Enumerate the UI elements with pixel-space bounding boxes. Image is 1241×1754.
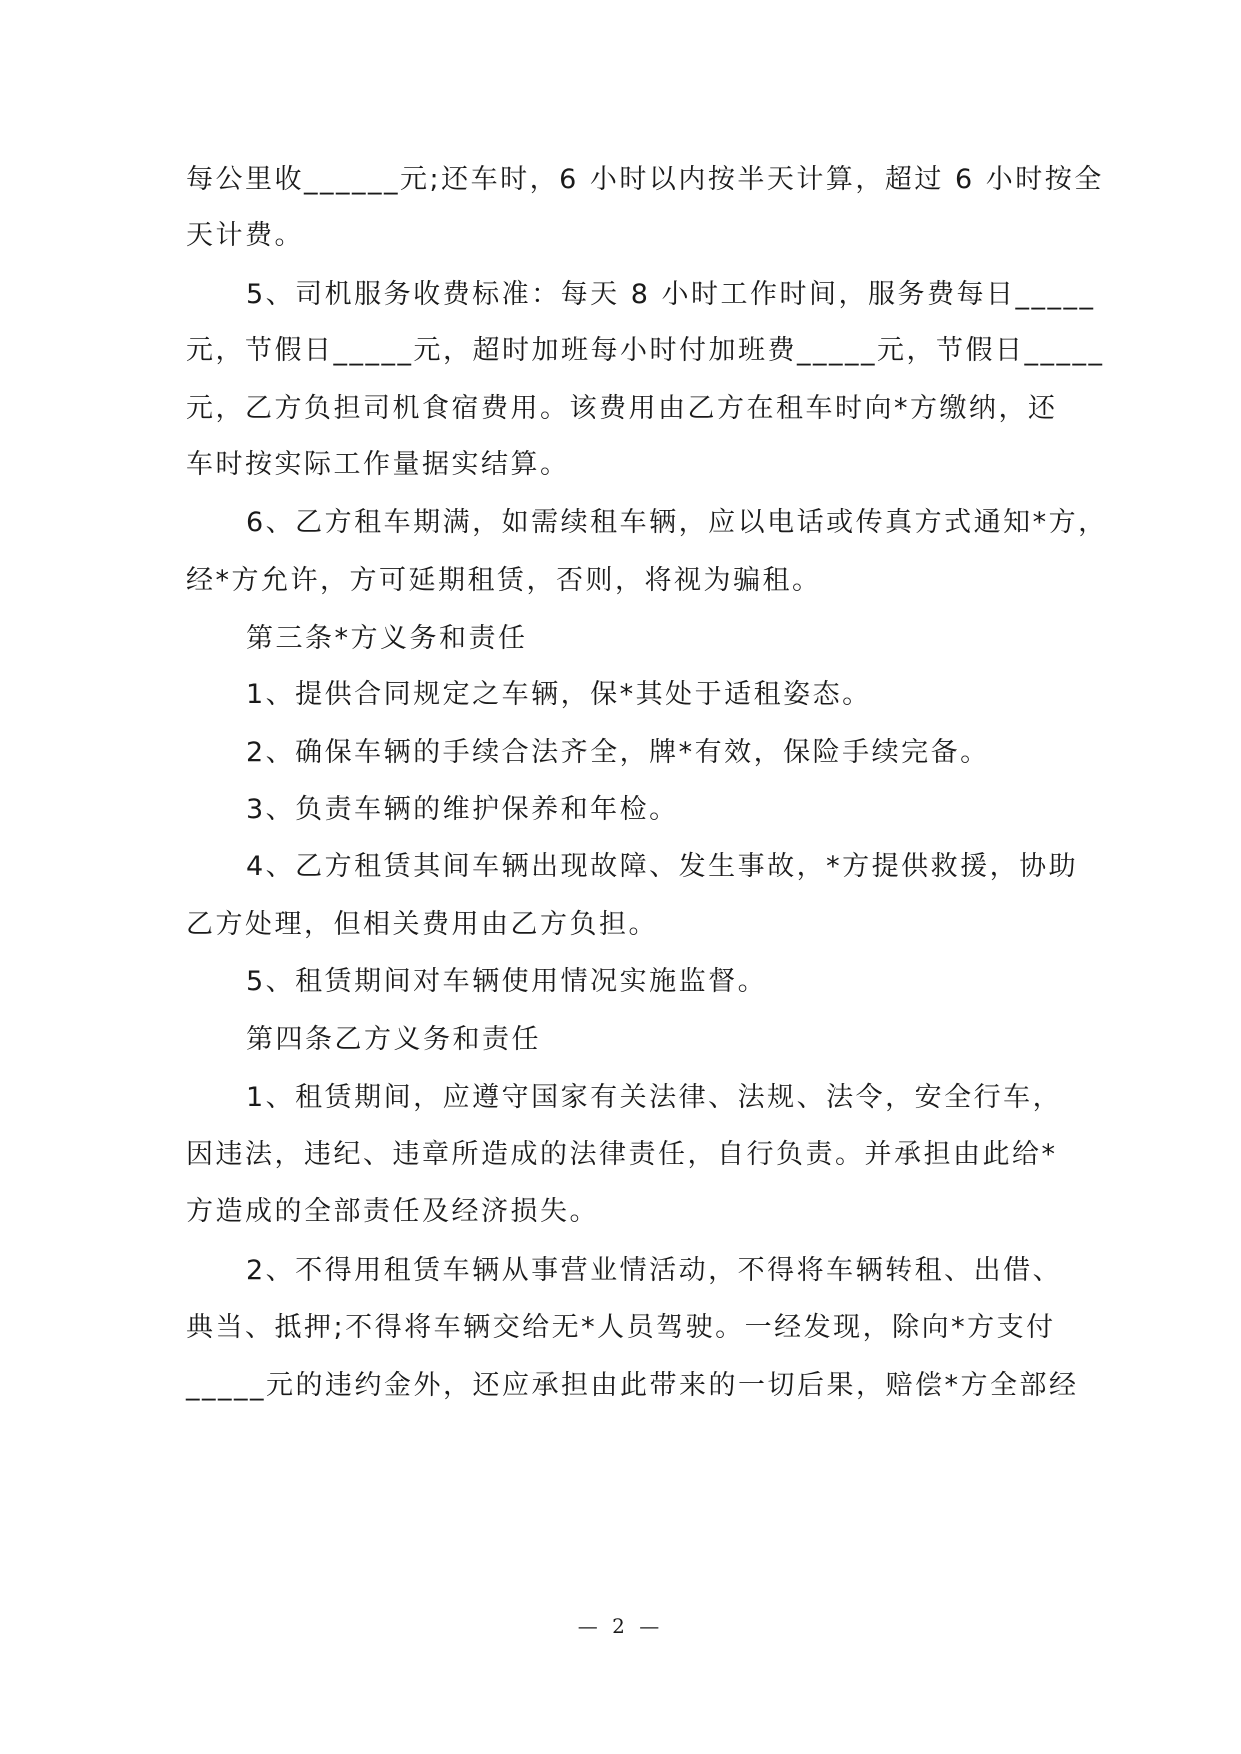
text-line: 天计费。 [186,220,304,251]
text-line: 1、提供合同规定之车辆，保*其处于适租姿态。 [246,679,872,710]
text-line: 典当、抵押;不得将车辆交给无*人员驾驶。一经发现，除向*方支付 [186,1312,1056,1343]
text-line: _____元的违约金外，还应承担由此带来的一切后果，赔偿*方全部经 [186,1370,1079,1401]
text-line: 2、不得用租赁车辆从事营业情活动，不得将车辆转租、出借、 [246,1255,1063,1286]
text-line: 6、乙方租车期满，如需续租车辆，应以电话或传真方式通知*方， [246,507,1108,538]
text-line: 方造成的全部责任及经济损失。 [186,1196,599,1227]
text-line: 5、司机服务收费标准：每天 8 小时工作时间，服务费每日_____ [246,279,1096,310]
text-line: 每公里收______元;还车时，6 小时以内按半天计算，超过 6 小时按全 [186,164,1104,195]
text-line: 因违法，违纪、违章所造成的法律责任，自行负责。并承担由此给* [186,1139,1058,1170]
text-line: 4、乙方租赁其间车辆出现故障、发生事故，*方提供救援，协助 [246,851,1079,882]
page-number: — 2 — [577,1614,664,1638]
text-line: 元，节假日_____元，超时加班每小时付加班费_____元，节假日_____ [186,335,1105,366]
text-line: 5、租赁期间对车辆使用情况实施监督。 [246,966,768,997]
text-line: 2、确保车辆的手续合法齐全，牌*有效，保险手续完备。 [246,737,990,768]
section-heading: 第四条乙方义务和责任 [246,1024,541,1055]
section-heading: 第三条*方义务和责任 [246,623,528,654]
text-line: 3、负责车辆的维护保养和年检。 [246,794,679,825]
text-line: 车时按实际工作量据实结算。 [186,449,570,480]
text-line: 乙方处理，但相关费用由乙方负担。 [186,909,658,940]
text-line: 经*方允许，方可延期租赁，否则，将视为骗租。 [186,565,822,596]
text-line: 1、租赁期间，应遵守国家有关法律、法规、法令，安全行车， [246,1082,1063,1113]
text-line: 元，乙方负担司机食宿费用。该费用由乙方在租车时向*方缴纳，还 [186,393,1058,424]
